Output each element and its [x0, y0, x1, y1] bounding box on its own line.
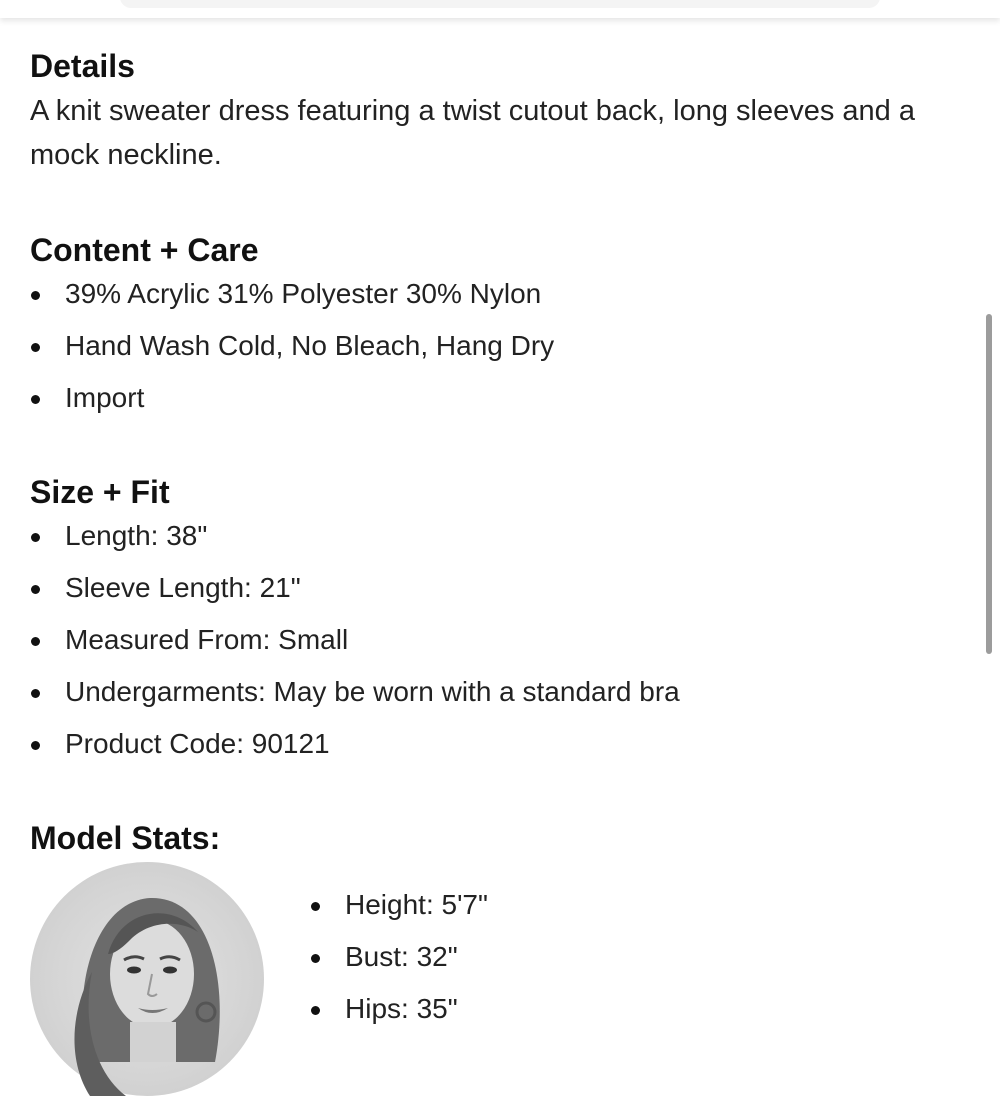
top-bar-search-pill[interactable] [120, 0, 880, 8]
model-avatar [30, 862, 264, 1096]
list-item: Bust: 32" [310, 937, 488, 989]
scrollbar[interactable] [986, 314, 992, 654]
list-item: Product Code: 90121 [30, 724, 680, 776]
list-item: Measured From: Small [30, 620, 680, 672]
model-photo-icon [30, 862, 264, 1096]
list-item: Height: 5'7" [310, 885, 488, 937]
list-item: Import [30, 378, 554, 430]
model-stats-heading: Model Stats: [30, 820, 221, 856]
top-bar [0, 0, 1000, 18]
list-item: 39% Acrylic 31% Polyester 30% Nylon [30, 274, 554, 326]
model-stats-list [310, 885, 488, 1041]
list-item: Length: 38" [30, 516, 680, 568]
list-item: Hand Wash Cold, No Bleach, Hang Dry [30, 326, 554, 378]
list-item: Hips: 35" [310, 989, 488, 1041]
content-care-list [30, 274, 554, 430]
details-text: A knit sweater dress featuring a twist cutout back, long sleeves and a mock neckline. [30, 95, 915, 171]
list-item: Undergarments: May be worn with a standard bra [30, 672, 680, 724]
list-item: Sleeve Length: 21" [30, 568, 680, 620]
size-fit-heading: Size + Fit [30, 474, 170, 510]
details-heading: Details [30, 48, 135, 84]
size-fit-list [30, 516, 680, 776]
content-care-heading: Content + Care [30, 232, 259, 268]
